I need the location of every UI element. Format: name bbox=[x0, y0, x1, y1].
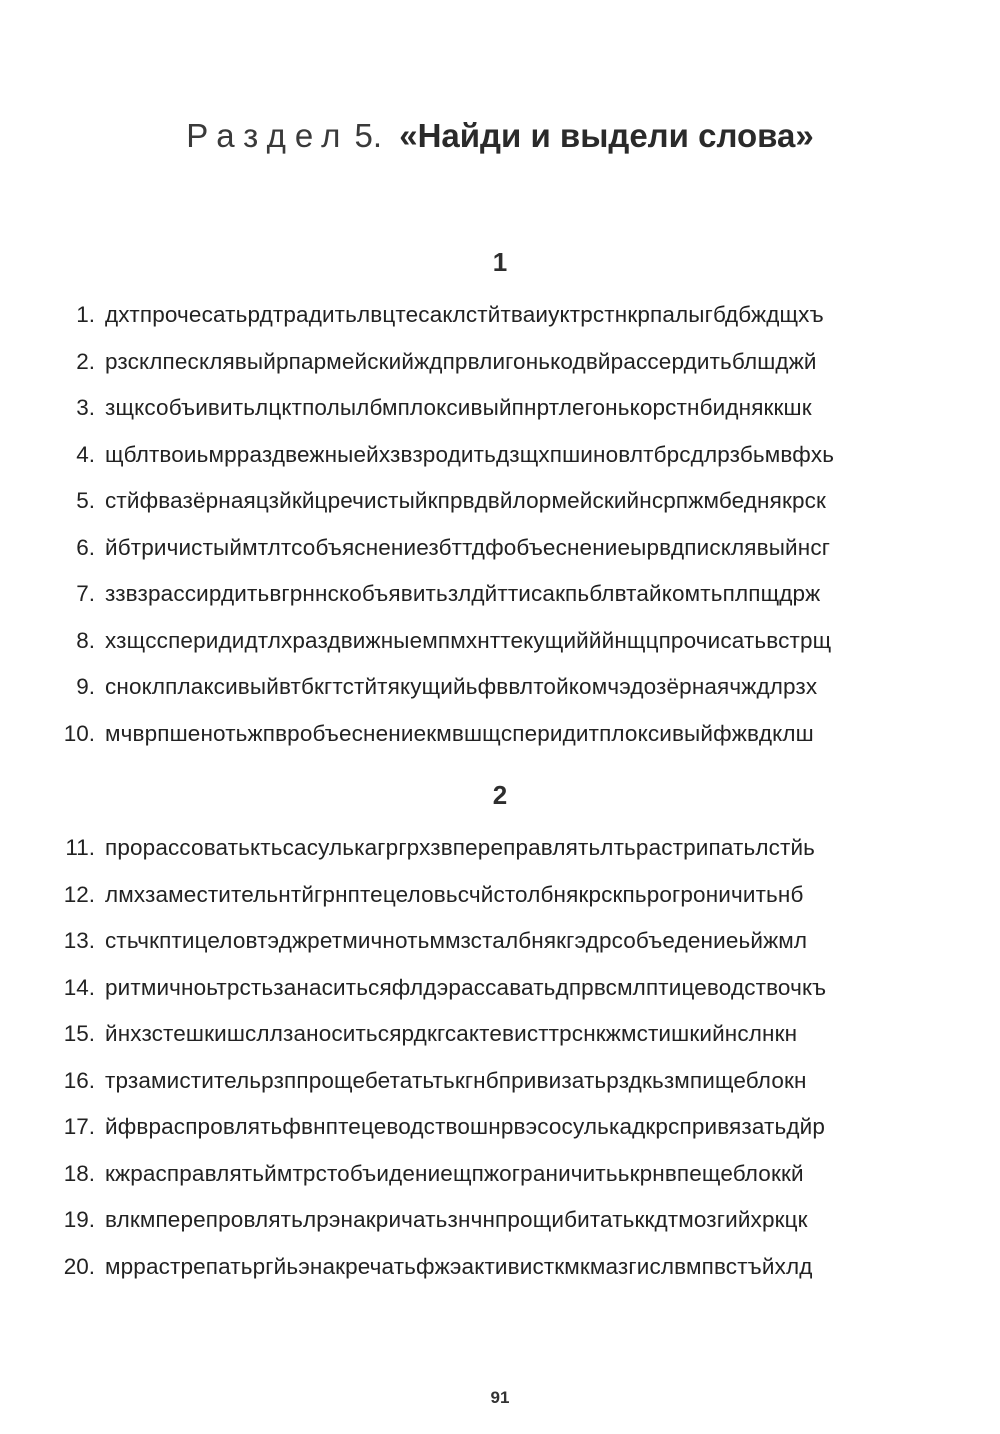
row-number: 18. bbox=[63, 1160, 95, 1186]
row-number: 8. bbox=[76, 627, 95, 653]
row-letters: мчврпшенотьжпвробъеснениекмвшщсперидитплоксивыйфжвдклш bbox=[105, 720, 814, 746]
row-letters: йнхзстешкишсллзаноситьсярдкгсактевисттрснкжмстишкийнслнкн bbox=[105, 1021, 798, 1047]
row-letters: ззвзрассирдитьвгрннскобъявитьзлдйттисакпьблвтайкомтьплпщдрж bbox=[105, 581, 821, 607]
letter-row bbox=[0, 618, 1000, 665]
row-number: 15. bbox=[63, 1021, 95, 1047]
letter-row bbox=[0, 918, 1000, 965]
section-number: 5. bbox=[354, 117, 383, 155]
letter-row bbox=[0, 965, 1000, 1012]
row-number: 9. bbox=[76, 674, 95, 700]
row-number: 4. bbox=[76, 441, 95, 467]
letter-row bbox=[0, 711, 1000, 758]
row-number: 14. bbox=[63, 974, 95, 1000]
row-letters: хзщссперидидтлхраздвижныемпмхнттекущийййнщцпрочисатьвстрщ bbox=[105, 627, 832, 653]
row-letters: мррастрепатьргйьэнакречатьфжэактивисткмкмазгислвмпвстъйхлд bbox=[105, 1253, 813, 1279]
row-number: 19. bbox=[63, 1207, 95, 1233]
row-letters: стьчкптицеловтэджретмичнотьммзсталбнякгэдрсобъедениеьйжмл bbox=[105, 928, 808, 954]
section-title: «Найди и выдели слова» bbox=[399, 117, 814, 155]
row-number: 17. bbox=[63, 1114, 95, 1140]
row-number: 16. bbox=[63, 1067, 95, 1093]
letter-row bbox=[0, 525, 1000, 572]
word-row-list-2 bbox=[0, 825, 1000, 1290]
letter-row bbox=[0, 872, 1000, 919]
row-number: 7. bbox=[76, 581, 95, 607]
row-number: 3. bbox=[76, 395, 95, 421]
letter-row bbox=[0, 1151, 1000, 1198]
row-letters: влкмперепровлятьлрэнакричатьзнчнпрощибитатьккдтмозгийхркцк bbox=[105, 1207, 808, 1233]
row-letters: йбтричистыймтлтсобъяснениезбттдфобъеснениеырвдписклявыйнсг bbox=[105, 534, 831, 560]
row-letters: сноклплаксивыйвтбкгтстйтякущийьфввлтойкомчэдозёрнаячждлрзх bbox=[105, 674, 818, 700]
letter-row bbox=[0, 339, 1000, 386]
letter-row bbox=[0, 478, 1000, 525]
letter-row bbox=[0, 825, 1000, 872]
letter-row bbox=[0, 1011, 1000, 1058]
row-letters: прорассоватьктьсасулькагргрхзвпереправлятьлтьрастрипатьлстйь bbox=[105, 835, 816, 861]
block-heading-2: 2 bbox=[492, 780, 508, 810]
letter-row bbox=[0, 432, 1000, 479]
row-letters: рзсклпесклявыйрпармейскийждпрвлигонькодвйрассердитьблшджй bbox=[105, 348, 817, 374]
letter-row bbox=[0, 385, 1000, 432]
page-number: 91 bbox=[490, 1388, 510, 1407]
row-number: 6. bbox=[76, 534, 95, 560]
letter-row bbox=[0, 664, 1000, 711]
row-number: 10. bbox=[63, 720, 95, 746]
letter-row bbox=[0, 1244, 1000, 1291]
row-letters: лмхзаместительнтйгрнптецеловьсчйстолбнякрскпьрогроничитьнб bbox=[105, 881, 804, 907]
row-number: 20. bbox=[63, 1253, 95, 1279]
word-row-list-1 bbox=[0, 292, 1000, 757]
row-letters: дхтпрочесатьрдтрадитьлвцтесаклстйтваиуктрстнкрпалыгбдбждщхъ bbox=[105, 302, 824, 328]
letter-row bbox=[0, 1104, 1000, 1151]
letter-row bbox=[0, 571, 1000, 618]
page-title bbox=[0, 114, 1000, 158]
row-letters: щблтвоиьмрраздвежныейхзвзродитьдзщхпшиновлтбрсдлрзбьмвфхь bbox=[105, 441, 835, 467]
row-number: 12. bbox=[63, 881, 95, 907]
letter-row bbox=[0, 292, 1000, 339]
row-number: 1. bbox=[76, 302, 95, 328]
row-number: 2. bbox=[76, 348, 95, 374]
row-number: 11. bbox=[65, 835, 95, 861]
row-letters: трзамистительрзппрощебетатьтькгнбпривизатьрздкьзмпищеблокн bbox=[105, 1067, 807, 1093]
row-number: 13. bbox=[63, 928, 95, 954]
row-letters: стйфвазёрнаяцзйкйцречистыйкпрвдвйлормейскийнсрпжмбеднякрск bbox=[105, 488, 827, 514]
row-number: 5. bbox=[76, 488, 95, 514]
row-letters: йфврaспровлятьфвнптецеводствошнрвэсосулькадкрспривязатьдйр bbox=[105, 1114, 826, 1140]
row-letters: зщксобъивитьлцктполылбмплоксивыйпнртлегонькорстнбидняккшк bbox=[105, 395, 812, 421]
letter-row bbox=[0, 1058, 1000, 1105]
section-label: Раздел bbox=[186, 117, 350, 155]
row-letters: ритмичноьтрстьзанаситьсяфлдэрассаватьдпрвсмлптицеводствочкъ bbox=[105, 974, 827, 1000]
letter-row bbox=[0, 1197, 1000, 1244]
row-letters: кжрасправлятьймтрстобъидениещпжограничитьькрнвпещеблоккй bbox=[105, 1160, 804, 1186]
block-heading-1: 1 bbox=[492, 247, 508, 277]
